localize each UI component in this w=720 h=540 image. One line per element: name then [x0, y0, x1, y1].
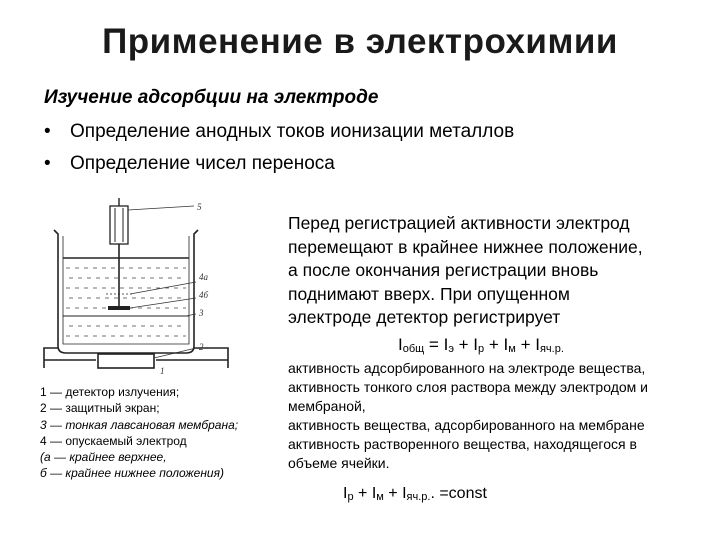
formula-part: р: [478, 343, 485, 355]
paragraph-line: электроде детектор регистрирует: [288, 307, 561, 327]
formula-part: + I: [353, 485, 377, 502]
description-line: активность тонкого слоя раствора между электродом и: [288, 379, 648, 395]
description-line: активность растворенного вещества, находящегося в: [288, 436, 637, 452]
paragraph-line: а после окончания регистрации вновь: [288, 260, 599, 280]
legend-line: 1 — детектор излучения;: [40, 385, 180, 399]
paragraph-line: Перед регистрацией активности электрод: [288, 213, 630, 233]
slide-title: Применение в электрохимии: [102, 22, 618, 61]
bullet-item: [44, 153, 335, 175]
legend-line: 2 — защитный экран;: [40, 401, 160, 416]
formula-terms-description: [288, 359, 708, 473]
formula-part: + I: [453, 335, 479, 354]
leader-lines: [128, 206, 196, 358]
formula-part: м: [376, 491, 384, 503]
formula-part: = I: [424, 335, 449, 354]
diagram-label: 1: [160, 366, 165, 376]
constant-sum-formula: [343, 485, 487, 503]
diagram-label: 5: [197, 202, 202, 212]
legend-line: 4 — опускаемый электрод: [40, 433, 187, 448]
procedure-paragraph: [288, 212, 708, 330]
description-line: объеме ячейки.: [288, 455, 390, 471]
slide-subtitle: Изучение адсорбции на электроде: [44, 87, 379, 108]
legend-line: (a — крайнее верхнее,: [40, 450, 167, 465]
formula-part: общ: [402, 343, 425, 355]
electrode: [106, 198, 132, 310]
formula-part: яч.р.: [539, 343, 564, 355]
diagram-legend: [40, 384, 238, 482]
description-line: активность вещества, адсорбированного на мембране: [288, 417, 645, 433]
formula-part: + I: [383, 485, 407, 502]
formula-part: . =const: [430, 485, 487, 502]
bullet-text: Определение чисел переноса: [70, 153, 335, 174]
formula-part: + I: [515, 335, 540, 354]
paragraph-line: поднимают вверх. При опущенном: [288, 283, 570, 304]
diagram-label: 4a: [199, 272, 208, 282]
beaker-inner-wall: [63, 236, 189, 344]
formula-part: I: [343, 485, 348, 502]
bullet-marker: •: [44, 153, 51, 174]
description-line: активность адсорбированного на электроде вещества,: [288, 360, 646, 376]
diagram-label: 4б: [199, 290, 209, 300]
beaker: [54, 230, 198, 353]
formula-part: + I: [484, 335, 509, 354]
electrochemical-cell-diagram: [36, 198, 236, 378]
description-line: мембраной,: [288, 398, 366, 414]
legend-line: 3 — тонкая лавсановая мембрана;: [40, 417, 239, 432]
paragraph-line: перемещают в крайнее нижнее положение,: [288, 236, 643, 257]
formula-part: э: [448, 343, 454, 355]
total-activity-formula: [398, 335, 564, 355]
legend-line: б — крайнее нижнее положения): [40, 466, 225, 481]
diagram-label: 2: [199, 342, 204, 352]
bullet-text: Определение анодных токов ионизации металлов: [70, 121, 515, 142]
formula-part: м: [508, 343, 516, 355]
formula-part: I: [398, 335, 403, 354]
diagram-label: 3: [199, 308, 204, 318]
bullet-marker: •: [44, 121, 51, 142]
formula-part: р: [347, 491, 354, 503]
formula-part: яч.р.: [406, 491, 431, 503]
bullet-item: [44, 121, 514, 143]
